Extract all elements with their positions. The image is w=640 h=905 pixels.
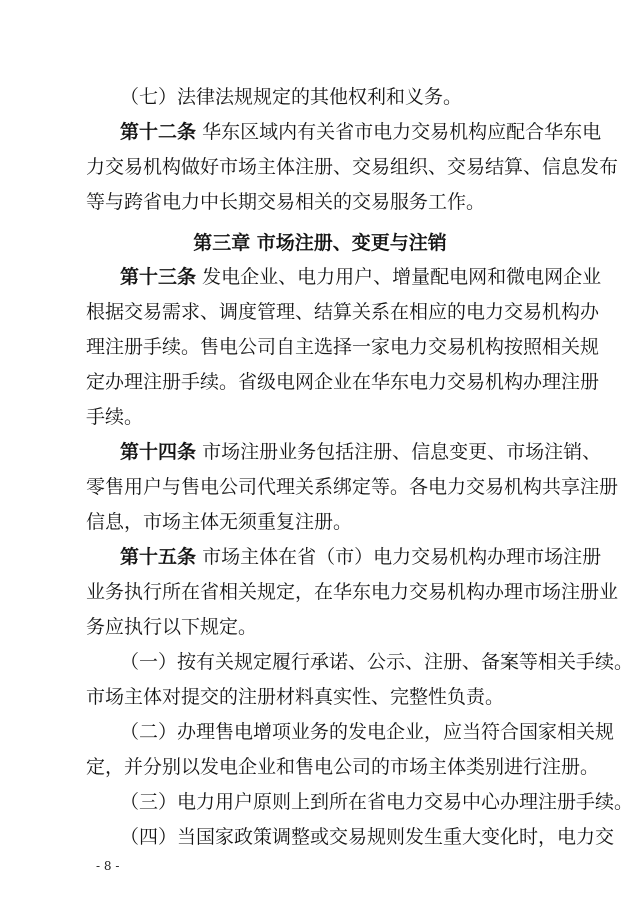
text-line: （四）当国家政策调整或交易规则发生重大变化时，电力交 xyxy=(120,826,615,848)
text-line: 务应执行以下规定。 xyxy=(86,616,258,638)
text-line: （三）电力用户原则上到所在省电力交易中心办理注册手续。 xyxy=(120,791,634,813)
text-span: 华东区域内有关省市电力交易机构应配合华东电 xyxy=(202,121,602,143)
page-number: - 8 - xyxy=(96,859,120,873)
article-14-label: 第十四条 xyxy=(120,441,197,463)
article-12-first-line xyxy=(120,119,602,145)
text-line: （二）办理售电增项业务的发电企业，应当符合国家相关规 xyxy=(120,721,615,743)
text-line: 业务执行所在省相关规定，在华东电力交易机构办理市场注册业 xyxy=(86,581,619,603)
article-14-first-line xyxy=(120,439,602,465)
article-13-label: 第十三条 xyxy=(120,266,197,288)
text-line: 市场主体对提交的注册材料真实性、完整性负责。 xyxy=(86,686,505,708)
text-line: （七）法律法规规定的其他权利和义务。 xyxy=(120,86,463,108)
article-13-first-line xyxy=(120,264,602,290)
article-15-label: 第十五条 xyxy=(120,546,197,568)
text-line: 定办理注册手续。省级电网企业在华东电力交易机构办理注册 xyxy=(86,371,600,393)
text-line: 零售用户与售电公司代理关系绑定等。各电力交易机构共享注册 xyxy=(86,476,619,498)
text-line: 根据交易需求、调度管理、结算关系在相应的电力交易机构办 xyxy=(86,301,600,323)
article-15-first-line xyxy=(120,544,602,570)
text-span: 市场主体在省（市）电力交易机构办理市场注册 xyxy=(202,546,602,568)
text-line: 理注册手续。售电公司自主选择一家电力交易机构按照相关规 xyxy=(86,336,600,358)
text-line: 手续。 xyxy=(86,406,144,428)
chapter-title: 第三章 市场注册、变更与注销 xyxy=(193,232,447,254)
text-span: 发电企业、电力用户、增量配电网和微电网企业 xyxy=(202,266,602,288)
text-line: 力交易机构做好市场主体注册、交易组织、交易结算、信息发布 xyxy=(86,156,619,178)
text-line: 等与跨省电力中长期交易相关的交易服务工作。 xyxy=(86,191,486,213)
text-span: 市场注册业务包括注册、信息变更、市场注销、 xyxy=(202,441,602,463)
article-12-label: 第十二条 xyxy=(120,121,197,143)
text-line: 定，并分别以发电企业和售电公司的市场主体类别进行注册。 xyxy=(86,756,600,778)
text-line: 信息，市场主体无须重复注册。 xyxy=(86,511,353,533)
text-line: （一）按有关规定履行承诺、公示、注册、备案等相关手续。 xyxy=(120,651,634,673)
